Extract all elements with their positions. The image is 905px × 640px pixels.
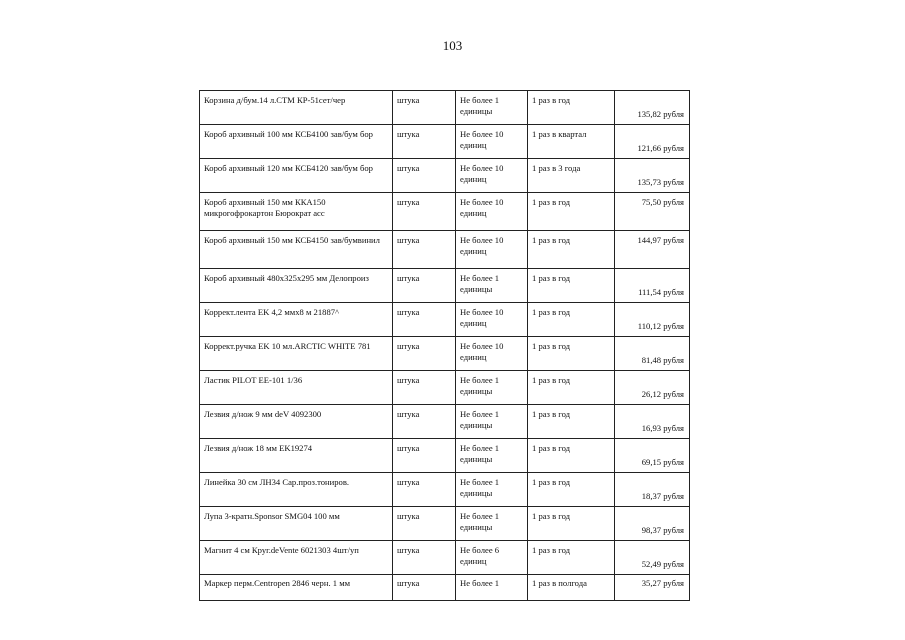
table-row (200, 507, 690, 541)
unit-cell: штука (393, 439, 456, 473)
price-cell: 26,12 рубля (615, 371, 690, 405)
supplies-table (199, 90, 690, 601)
table-row (200, 159, 690, 193)
frequency-cell: 1 раз в год (528, 405, 615, 439)
frequency-cell: 1 раз в год (528, 269, 615, 303)
frequency-cell: 1 раз в год (528, 371, 615, 405)
frequency-cell: 1 раз в год (528, 91, 615, 125)
table-row (200, 405, 690, 439)
quantity-cell: Не более 1 единицы (456, 91, 528, 125)
table-row (200, 125, 690, 159)
unit-cell: штука (393, 541, 456, 575)
frequency-cell: 1 раз в год (528, 337, 615, 371)
unit-cell: штука (393, 371, 456, 405)
item-name-cell: Короб архивный 480x325x295 мм Делопроиз (200, 269, 393, 303)
frequency-cell: 1 раз в год (528, 303, 615, 337)
item-name-cell: Коррект.ручка EK 10 мл.ARCTIC WHITE 781 (200, 337, 393, 371)
price-cell: 98,37 рубля (615, 507, 690, 541)
quantity-cell: Не более 1 единицы (456, 507, 528, 541)
frequency-cell: 1 раз в год (528, 507, 615, 541)
item-name-cell: Лезвия д/нож 9 мм deV 4092300 (200, 405, 393, 439)
unit-cell: штука (393, 193, 456, 231)
frequency-cell: 1 раз в 3 года (528, 159, 615, 193)
quantity-cell: Не более 1 единицы (456, 269, 528, 303)
item-name-cell: Ластик PILOT EE-101 1/36 (200, 371, 393, 405)
quantity-cell: Не более 1 (456, 575, 528, 601)
price-cell: 16,93 рубля (615, 405, 690, 439)
table-row (200, 91, 690, 125)
unit-cell: штука (393, 159, 456, 193)
price-cell: 121,66 рубля (615, 125, 690, 159)
table-row (200, 541, 690, 575)
unit-cell: штука (393, 507, 456, 541)
quantity-cell: Не более 1 единицы (456, 439, 528, 473)
table-row (200, 231, 690, 269)
table-row (200, 473, 690, 507)
unit-cell: штука (393, 125, 456, 159)
unit-cell: штука (393, 269, 456, 303)
quantity-cell: Не более 10 единиц (456, 159, 528, 193)
price-cell: 69,15 рубля (615, 439, 690, 473)
table-row (200, 303, 690, 337)
item-name-cell: Короб архивный 150 мм КСБ4150 зав/бумвинил (200, 231, 393, 269)
price-cell: 35,27 рубля (615, 575, 690, 601)
table-row (200, 371, 690, 405)
frequency-cell: 1 раз в год (528, 231, 615, 269)
frequency-cell: 1 раз в полгода (528, 575, 615, 601)
unit-cell: штука (393, 575, 456, 601)
unit-cell: штука (393, 337, 456, 371)
item-name-cell: Лезвия д/нож 18 мм EK19274 (200, 439, 393, 473)
item-name-cell: Корзина д/бум.14 л.СТМ КР-51сет/чер (200, 91, 393, 125)
item-name-cell: Маркер перм.Centropen 2846 черн. 1 мм (200, 575, 393, 601)
quantity-cell: Не более 10 единиц (456, 303, 528, 337)
quantity-cell: Не более 6 единиц (456, 541, 528, 575)
table-row (200, 575, 690, 601)
unit-cell: штука (393, 473, 456, 507)
table-row (200, 337, 690, 371)
frequency-cell: 1 раз в год (528, 439, 615, 473)
quantity-cell: Не более 1 единицы (456, 405, 528, 439)
quantity-cell: Не более 1 единицы (456, 473, 528, 507)
price-cell: 135,73 рубля (615, 159, 690, 193)
price-cell: 52,49 рубля (615, 541, 690, 575)
quantity-cell: Не более 10 единиц (456, 193, 528, 231)
table-row (200, 193, 690, 231)
quantity-cell: Не более 10 единиц (456, 125, 528, 159)
price-cell: 135,82 рубля (615, 91, 690, 125)
price-cell: 81,48 рубля (615, 337, 690, 371)
frequency-cell: 1 раз в год (528, 473, 615, 507)
frequency-cell: 1 раз в год (528, 541, 615, 575)
frequency-cell: 1 раз в год (528, 193, 615, 231)
table-row (200, 439, 690, 473)
item-name-cell: Короб архивный 100 мм КСБ4100 зав/бум бор (200, 125, 393, 159)
price-cell: 144,97 рубля (615, 231, 690, 269)
item-name-cell: Короб архивный 120 мм КСБ4120 зав/бум бор (200, 159, 393, 193)
price-cell: 75,50 рубля (615, 193, 690, 231)
item-name-cell: Магнит 4 см Круг.deVente 6021303 4шт/уп (200, 541, 393, 575)
table-row (200, 269, 690, 303)
price-cell: 18,37 рубля (615, 473, 690, 507)
quantity-cell: Не более 1 единицы (456, 371, 528, 405)
frequency-cell: 1 раз в квартал (528, 125, 615, 159)
quantity-cell: Не более 10 единиц (456, 337, 528, 371)
quantity-cell: Не более 10 единиц (456, 231, 528, 269)
unit-cell: штука (393, 91, 456, 125)
item-name-cell: Лупа 3-кратн.Sponsor SMG04 100 мм (200, 507, 393, 541)
item-name-cell: Короб архивный 150 мм ККА150 микрогофрокартон Бюрократ асс (200, 193, 393, 231)
unit-cell: штука (393, 303, 456, 337)
item-name-cell: Коррект.лента EK 4,2 ммх8 м 21887^ (200, 303, 393, 337)
unit-cell: штука (393, 231, 456, 269)
item-name-cell: Линейка 30 см ЛН34 Сар.проз.тониров. (200, 473, 393, 507)
page-number: 103 (442, 38, 463, 53)
price-cell: 110,12 рубля (615, 303, 690, 337)
price-cell: 111,54 рубля (615, 269, 690, 303)
unit-cell: штука (393, 405, 456, 439)
